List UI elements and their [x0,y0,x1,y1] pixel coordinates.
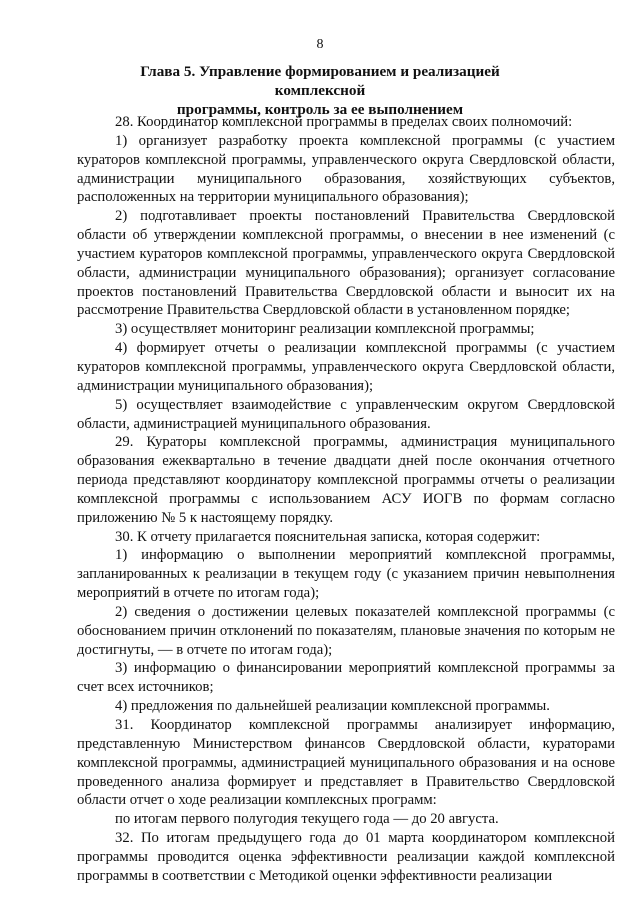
body-text [77,113,615,886]
chapter-title-line-1: Глава 5. Управление формированием и реализацией комплексной [140,63,500,99]
paragraph-29: 29. Кураторы комплексной программы, администрация муниципального образования ежеквартально в течение двадцати дней после окончания отчетного периода представляют координатору комплексной программы отчеты о реализации комплексной программы с использованием АСУ ИОГВ по формам согласно приложению № 5 к настоящему порядку. [77,434,615,526]
paragraph-32: 32. По итогам предыдущего года до 01 марта координатором комплексной программы проводится оценка эффективности реализации каждой комплексной программы в соответствии с Методикой оценки эффективности реализации [77,830,615,884]
paragraph-30-item-4: 4) предложения по дальнейшей реализации комплексной программы. [115,698,550,715]
paragraph-28-item-3: 3) осуществляет мониторинг реализации комплексной программы; [115,321,535,338]
paragraph-31: 31. Координатор комплексной программы анализирует информацию, представленную Министерством финансов Свердловской области, кураторами комплексной программы, администрацией муниципального образования и на основе проведенного анализа формирует и представляет в Правительство Свердловской области отчет о ходе реализации комплексных программ: [77,717,615,809]
paragraph-28-item-4: 4) формирует отчеты о реализации комплексной программы (с участием кураторов комплексной программы, управленческого округа Свердловской области, администрации муниципального образования); [77,340,615,394]
paragraph-30-item-3: 3) информацию о финансировании мероприятий комплексной программы за счет всех источников; [77,660,615,696]
page-number: 8 [316,37,324,52]
paragraph-28-item-1: 1) организует разработку проекта комплексной программы (с участием кураторов комплексной программы, управленческого округа Свердловской области, администрации муниципального образования, хозяйствующих субъектов, расположенных на территории муниципального образования); [77,132,615,206]
paragraph-31-deadline: по итогам первого полугодия текущего года — до 20 августа. [115,811,499,828]
paragraph-28: 28. Координатор комплексной программы в пределах своих полномочий: [115,114,573,130]
paragraph-30: 30. К отчету прилагается пояснительная записка, которая содержит: [115,528,541,545]
paragraph-30-item-1: 1) информацию о выполнении мероприятий комплексной программы, запланированных к реализации в текущем году (с указанием причин невыполнения мероприятий в отчете по итогам года); [77,547,615,602]
paragraph-28-item-5: 5) осуществляет взаимодействие с управленческим округом Свердловской области, администрацией муниципального образования. [77,396,615,432]
chapter-title-line-2: программы, контроль за ее выполнением [176,101,464,118]
paragraph-30-item-2: 2) сведения о достижении целевых показателей комплексной программы (с обоснованием причин отклонений по показателям, плановые значения по которым не достигнуты, — в отчете по итогам года); [77,603,615,658]
paragraph-28-item-2: 2) подготавливает проекты постановлений Правительства Свердловской области об утверждении комплексной программы, о внесении в нее изменений (с участием кураторов комплексной программы, управленческого округа Свердловской области, администрации муниципального образования); организует согласование проектов постановлений Правительства Свердловской области и выносит их на рассмотрение Правительства Свердловской области в установленном порядке; [77,208,615,319]
chapter-title [110,62,530,119]
